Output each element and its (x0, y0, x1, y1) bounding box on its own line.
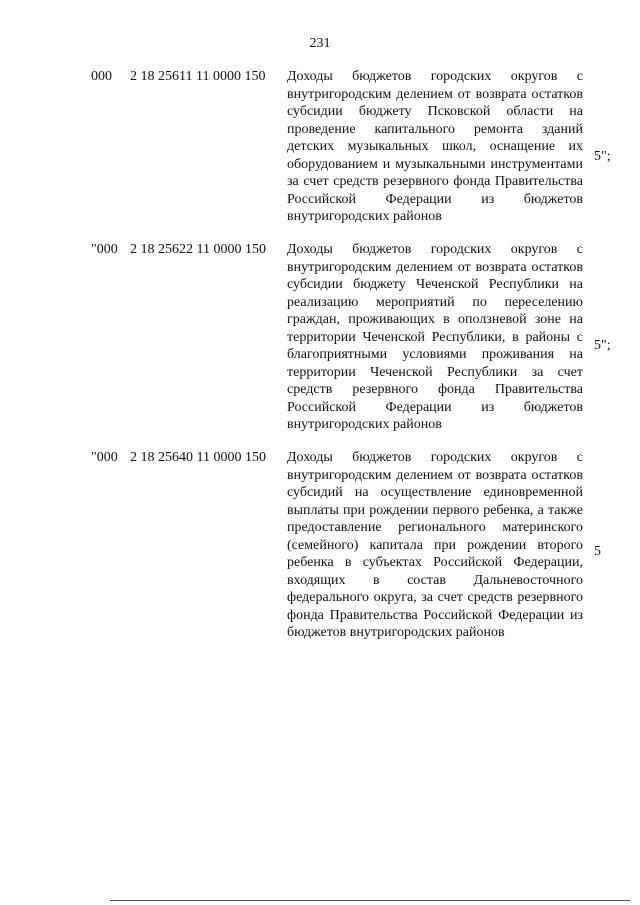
row-value: 5 (594, 544, 601, 559)
scan-edge-line (110, 900, 630, 901)
row-prefix: "000 (91, 242, 118, 257)
row-prefix: 000 (91, 69, 112, 84)
classification-code: 2 18 25640 11 0000 150 (130, 450, 266, 465)
row-description: Доходы бюджетов городских округов с внутригородским делением от возврата остатков субсидии бюджету Чеченской Республики на реализацию мероприятий по переселению граждан, проживающих в оползневой зоне на территории Чеченской Республики, в районы с благоприятными условиями проживания на территории Чеченской Республики за счет средств резервного фонда Правительства Российской Федерации из бюджетов внутригородских районов (287, 242, 583, 432)
page-number: 231 (309, 36, 331, 51)
row-value: 5"; (594, 149, 611, 164)
row-value: 5"; (594, 338, 611, 353)
row-description: Доходы бюджетов городских округов с внутригородским делением от возврата остатков субсидии бюджету Псковской области на проведение капитального ремонта зданий детских музыкальных школ, оснащение их оборудованием и музыкальными инструментами за счет средств резервного фонда Правительства Российской Федерации из бюджетов внутригородских районов (287, 69, 583, 224)
classification-code: 2 18 25611 11 0000 150 (130, 69, 266, 84)
classification-code: 2 18 25622 11 0000 150 (130, 242, 266, 257)
row-prefix: "000 (91, 450, 118, 465)
row-description: Доходы бюджетов городских округов с внутригородским делением от возврата остатков субсидий на осуществление единовременной выплаты при рождении первого ребенка, а также предоставление регионального материнского (семейного) капитала при рождении второго ребенка в субъектах Российской Федерации, входящих в состав Дальневосточного федерального округа, за счет средств резервного фонда Правительства Российской Федерации из бюджетов внутригородских районов (287, 450, 583, 640)
